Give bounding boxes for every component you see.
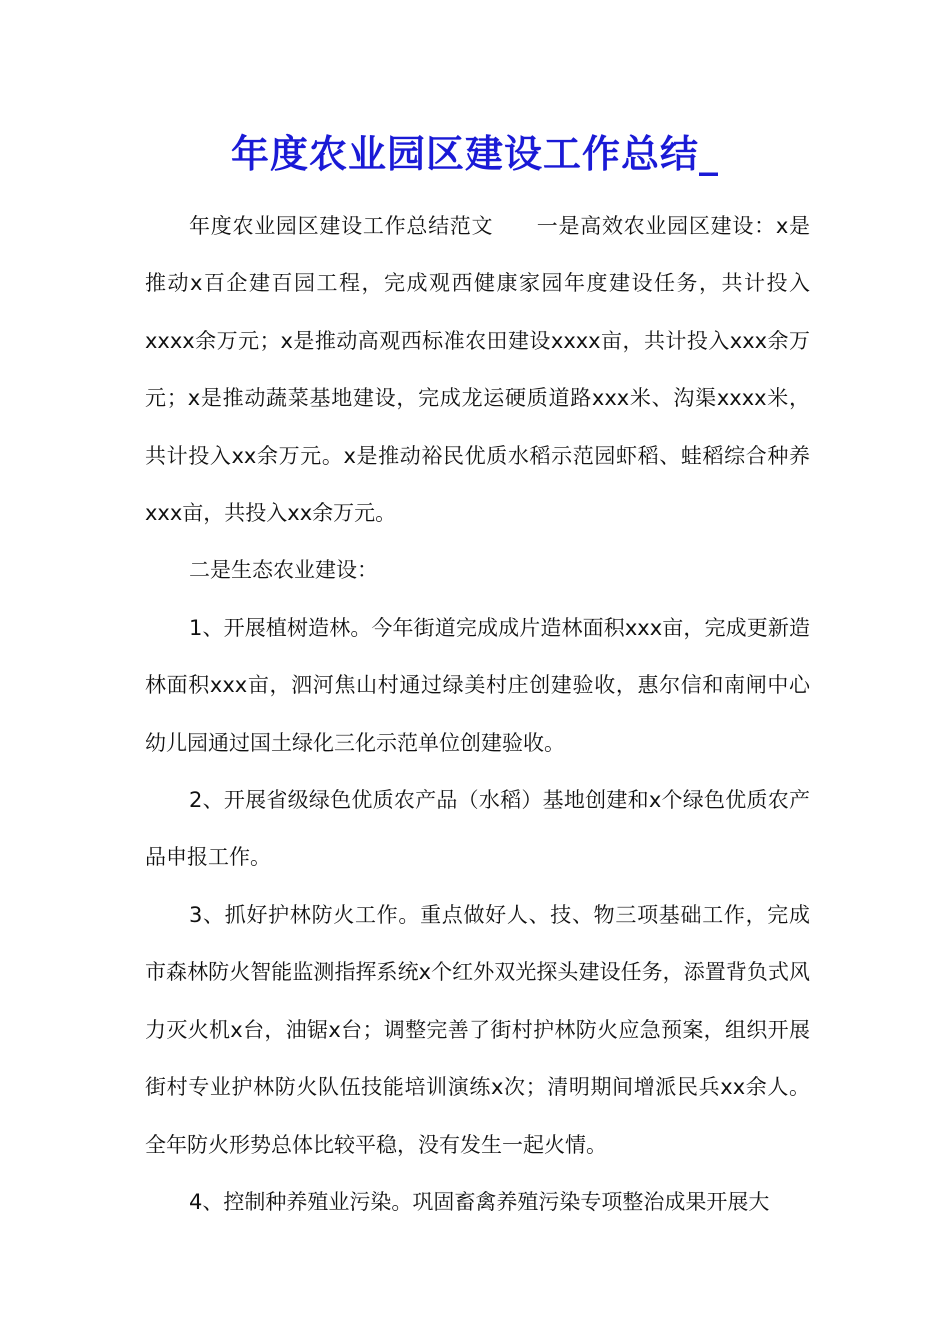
document-body [145, 198, 810, 1231]
paragraph-item-4: 4、控制种养殖业污染。巩固畜禽养殖污染专项整治成果开展大 [189, 1189, 770, 1214]
paragraph-section-two: 二是生态农业建设： [189, 558, 378, 583]
paragraph-item-1: 1、开展植树造林。今年街道完成成片造林面积xxx亩，完成更新造林面积xxx亩，泗河焦山村通过绿美村庄创建验收，惠尔信和南闸中心幼儿园通过国土绿化三化示范单位创建验收。 [145, 615, 810, 755]
document-title: 年度农业园区建设工作总结_ [230, 131, 719, 176]
paragraph-intro: 年度农业园区建设工作总结范文 一是高效农业园区建设：x是推动x百企建百园工程，完成观西健康家园年度建设任务，共计投入xxxx余万元；x是推动高观西标准农田建设xxxx亩，共计投入xxx余万元；x是推动蔬菜基地建设，完成龙运硬质道路xxx米、沟渠xxxx米，共计投入xx余万元。x是推动裕民优质水稻示范园虾稻、蛙稻综合种养xxx亩，共投入xx余万元。 [145, 214, 810, 526]
paragraph-item-3: 3、抓好护林防火工作。重点做好人、技、物三项基础工作，完成市森林防火智能监测指挥系统x个红外双光探头建设任务，添置背负式风力灭火机x台，油锯x台；调整完善了街村护林防火应急预案，组织开展街村专业护林防火队伍技能培训演练x次；清明期间增派民兵xx余人。全年防火形势总体比较平稳，没有发生一起火情。 [145, 902, 810, 1157]
paragraph-item-2: 2、开展省级绿色优质农产品（水稻）基地创建和x个绿色优质农产品申报工作。 [145, 788, 810, 870]
